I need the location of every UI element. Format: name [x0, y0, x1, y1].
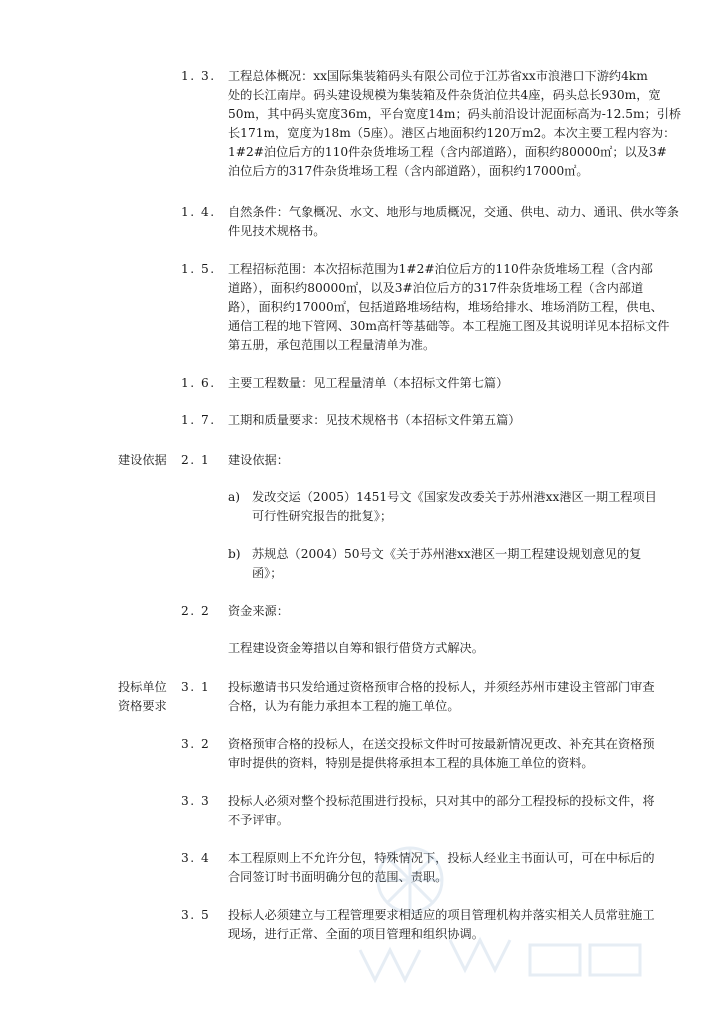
clause-text [228, 678, 676, 716]
list-item-text [252, 545, 676, 583]
text-line: 资金来源： [228, 604, 289, 618]
text-line: 工程招标范围：本次招标范围为1#2#泊位后方的110件杂货堆场工程（含内部 [228, 262, 653, 276]
clause-number: 1. 6. [181, 376, 216, 390]
section-heading: 建设依据 [118, 453, 167, 467]
text-line: 投标人必须对整个投标范围进行投标，只对其中的部分工程投标的投标文件，将 [228, 794, 655, 808]
watermark-logo-icon [300, 820, 660, 1020]
clause-number: 3. 1 [181, 680, 211, 694]
clause-number: 3. 3 [181, 794, 211, 808]
text-line: 件见技术规格书。 [228, 224, 326, 238]
text-line: 工程建设资金筹措以自筹和银行借贷方式解决。 [228, 641, 484, 655]
text-line: 第五册，承包范围以工程量清单为准。 [228, 338, 436, 352]
text-line: 可行性研究报告的批复》； [252, 509, 393, 523]
clause-number: 2. 1 [181, 453, 211, 467]
text-line: 50m，其中码头宽度36m，平台宽度14m；码头前沿设计泥面标高为-12.5m；引桥 [228, 107, 682, 121]
text-line: 审时提供的资料，特别是提供将承担本工程的具体施工单位的资料。 [228, 756, 594, 770]
clause-number: 2. 2 [181, 604, 211, 618]
list-marker: a) [228, 490, 241, 504]
text-line: 长171m，宽度为18m（5座）。港区占地面积约120万m2。本次主要工程内容为： [228, 126, 676, 140]
clause-number: 3. 2 [181, 737, 211, 751]
section-heading [118, 678, 178, 716]
text-line: 发改交运（2005）1451号文《国家发改委关于苏州港xx港区一期工程项目 [252, 490, 657, 504]
clause-number: 3. 5 [181, 908, 211, 922]
clause-text [228, 67, 682, 181]
clause-text [228, 602, 676, 621]
text-line: 合格，认为有能力承担本工程的施工单位。 [228, 699, 460, 713]
clause-text [228, 203, 679, 241]
text-line: 1#2#泊位后方的110件杂货堆场工程（含内部道路），面积约80000㎡；以及3# [228, 145, 667, 159]
heading-line: 资格要求 [118, 699, 167, 713]
text-line: 泊位后方的317件杂货堆场工程（含内部道路），面积约17000㎡。 [228, 164, 589, 178]
clause-text [228, 639, 676, 658]
text-line: 建设依据： [228, 453, 289, 467]
text-line: 工期和质量要求：见技术规格书（本招标文件第五篇） [228, 413, 521, 427]
text-line: 现场，进行正常、全面的项目管理和组织协调。 [228, 927, 484, 941]
text-line: 主要工程数量：见工程量清单（本招标文件第七篇） [228, 376, 509, 390]
clause-number: 1. 7. [181, 413, 216, 427]
text-line: 不予评审。 [228, 813, 289, 827]
text-line: 资格预审合格的投标人，在送交投标文件时可按最新情况更改、补充其在资格预 [228, 737, 655, 751]
text-line: 本工程原则上不允许分包，特殊情况下，投标人经业主书面认可，可在中标后的 [228, 851, 655, 865]
clause-number: 1. 5. [181, 262, 216, 276]
clause-number: 1. 3. [181, 69, 216, 83]
list-marker: b) [228, 547, 241, 561]
text-line: 处的长江南岸。码头建设规模为集装箱及件杂货泊位共4座，码头总长930m，宽 [228, 88, 661, 102]
text-line: 苏规总（2004）50号文《关于苏州港xx港区一期工程建设规划意见的复 [252, 547, 642, 561]
text-line: 函》； [252, 566, 283, 580]
text-line: 通信工程的地下管网、30m高杆等基础等。本工程施工图及其说明详见本招标文件 [228, 319, 670, 333]
text-line: 道路），面积约80000㎡，以及3#泊位后方的317件杂货堆场工程（含内部道 [228, 281, 644, 295]
clause-text [228, 374, 676, 393]
clause-number: 1. 4. [181, 205, 216, 219]
clause-text [228, 735, 676, 773]
text-line: 路），面积约17000㎡，包括道路堆场结构，堆场给排水、堆场消防工程，供电、 [228, 300, 663, 314]
clause-text [228, 411, 676, 430]
text-line: 合同签订时书面明确分包的范围、责职。 [228, 870, 448, 884]
text-line: 投标人必须建立与工程管理要求相适应的项目管理机构并落实相关人员常驻施工 [228, 908, 655, 922]
list-item-text [252, 488, 676, 526]
text-line: 自然条件：气象概况、水文、地形与地质概况，交通、供电、动力、通讯、供水等条 [228, 205, 679, 219]
clause-number: 3. 4 [181, 851, 211, 865]
heading-line: 投标单位 [118, 680, 167, 694]
clause-text [228, 260, 676, 355]
clause-text [228, 451, 676, 470]
text-line: 投标邀请书只发给通过资格预审合格的投标人，并须经苏州市建设主管部门审查 [228, 680, 655, 694]
text-line: 工程总体概况：xx国际集装箱码头有限公司位于江苏省xx市浪港口下游约4km [228, 69, 648, 83]
